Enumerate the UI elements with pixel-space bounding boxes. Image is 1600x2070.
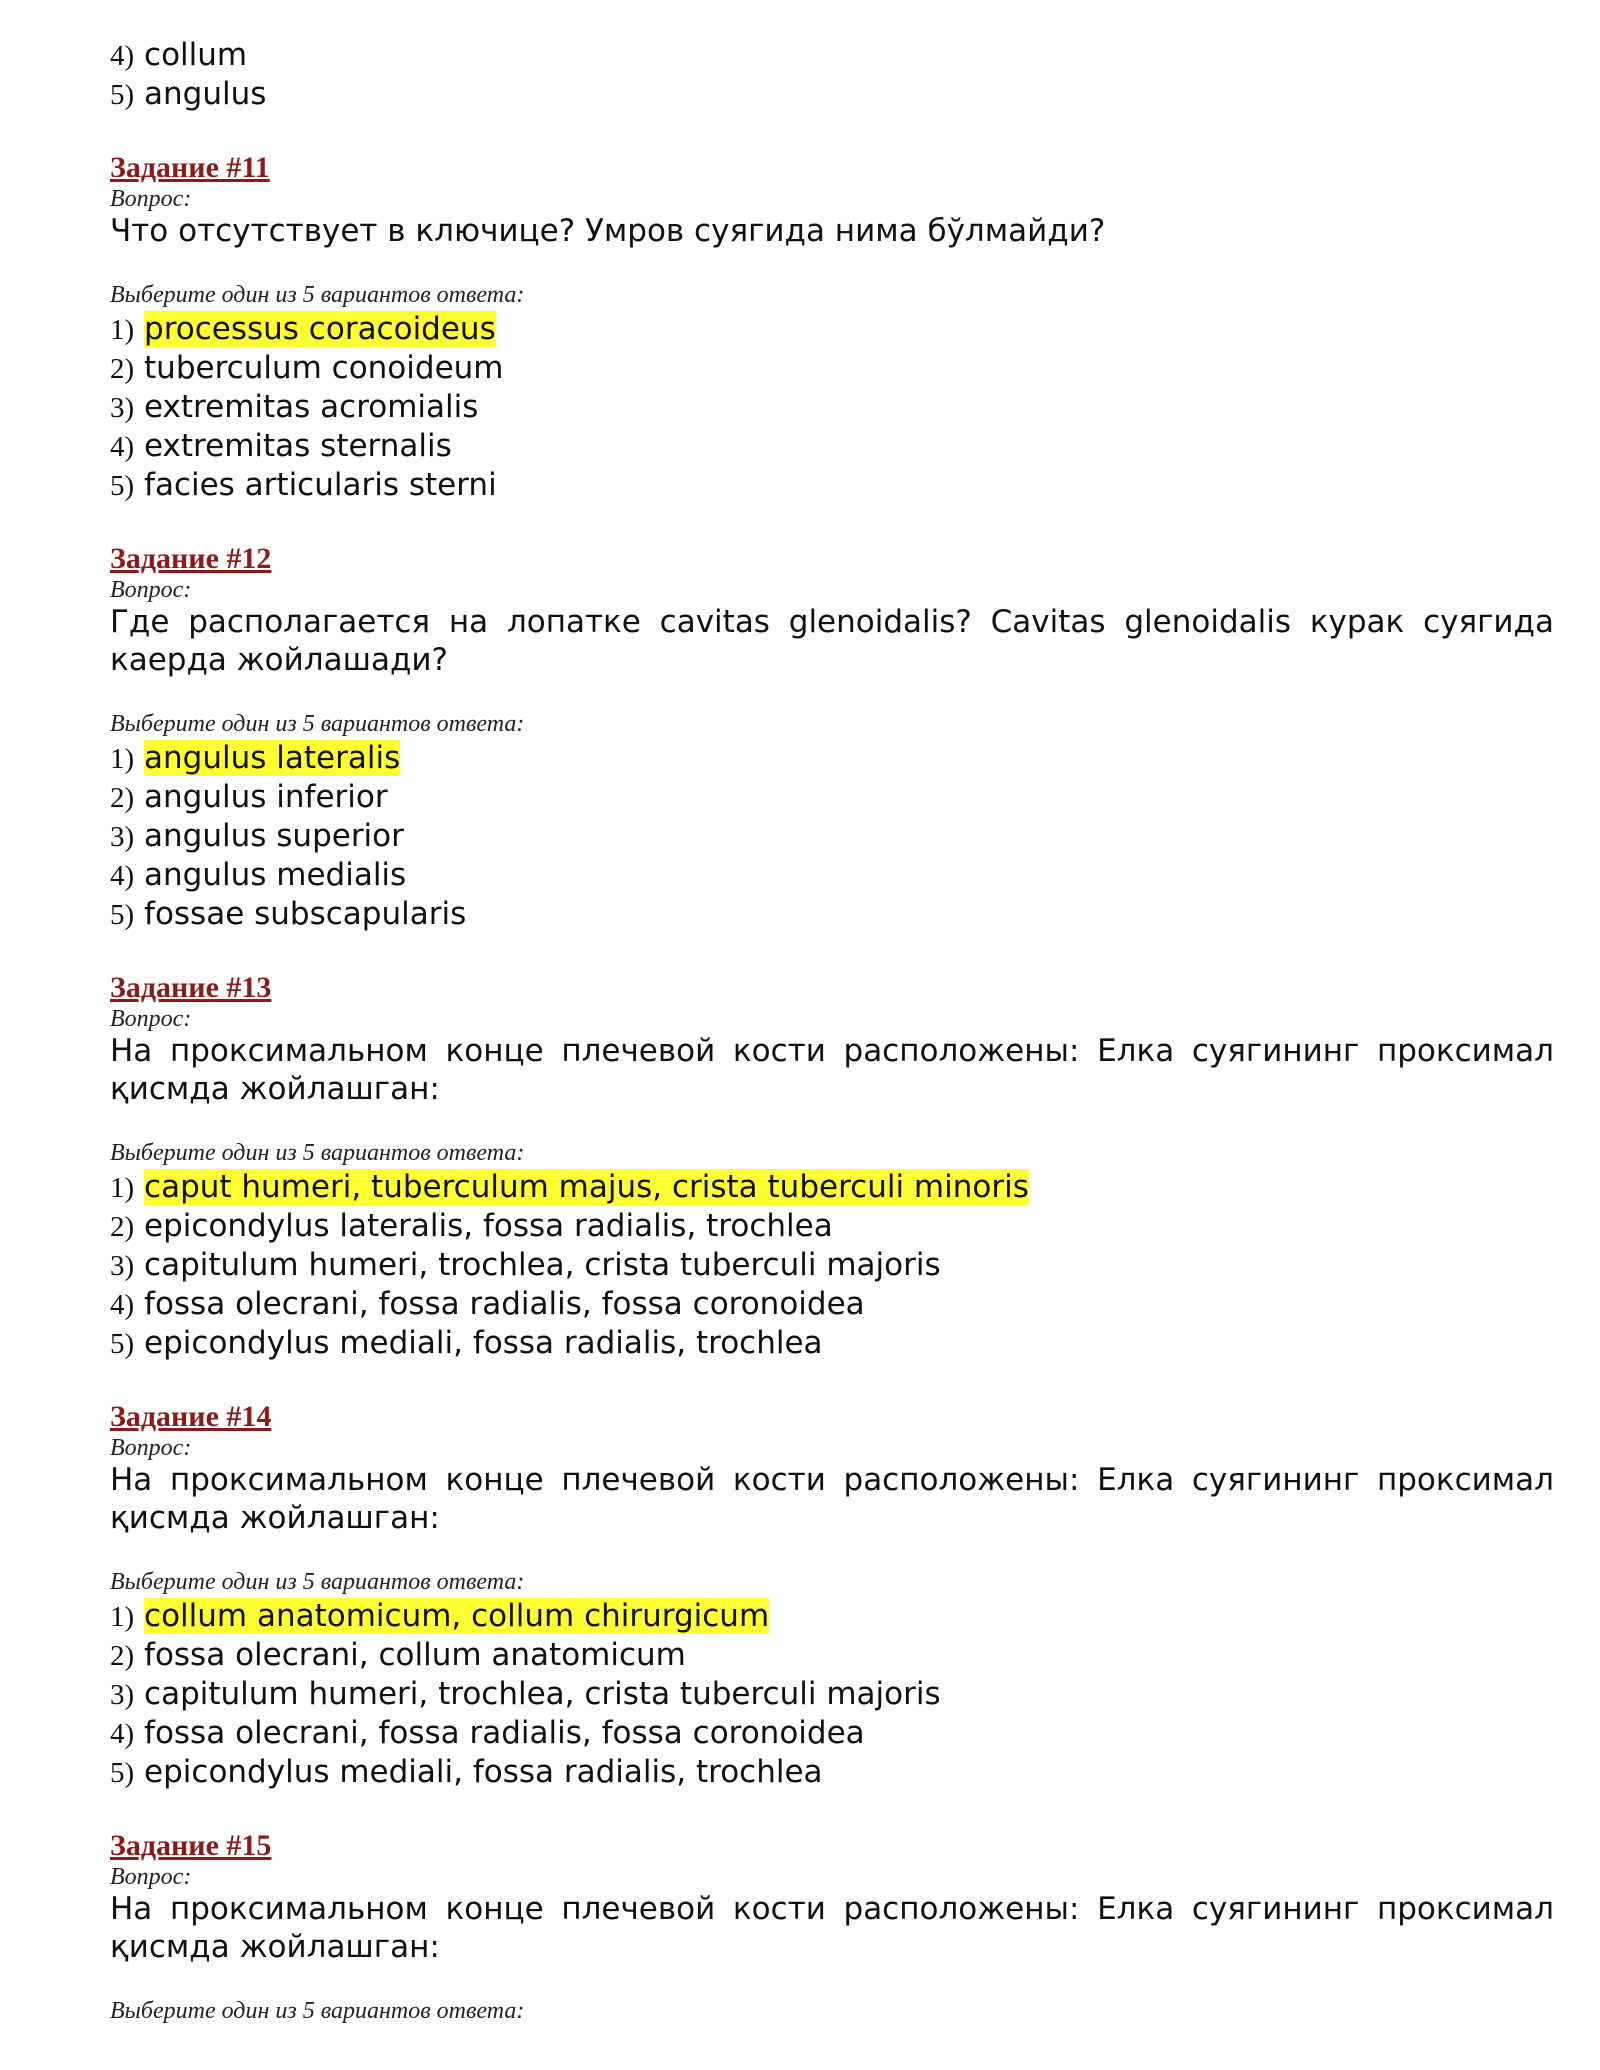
option-text: extremitas sternalis — [144, 428, 452, 464]
option-text: fossa olecrani, fossa radialis, fossa coronoidea — [144, 1715, 865, 1751]
option-text: capitulum humeri, trochlea, crista tuberculi majoris — [144, 1676, 941, 1712]
option-item-correct — [110, 1168, 1554, 1207]
question-text: На проксимальном конце плечевой кости расположены: Елка суягининг проксимал қисмда жойлашган: — [110, 1891, 1554, 1965]
option-item — [110, 895, 1554, 934]
option-text-highlighted: angulus lateralis — [144, 740, 401, 776]
question-label: Вопрос: — [110, 186, 192, 212]
question-label: Вопрос: — [110, 1435, 192, 1461]
option-text: angulus medialis — [144, 857, 407, 893]
option-number: 4) — [110, 860, 135, 892]
option-item-correct — [110, 310, 1554, 349]
task-title: Задание #11 — [110, 151, 270, 184]
option-number: 2) — [110, 353, 135, 385]
task-12 — [110, 541, 1554, 934]
option-text: fossa olecrani, collum anatomicum — [144, 1637, 686, 1673]
option-number: 3) — [110, 821, 135, 853]
task-title: Задание #12 — [110, 542, 272, 575]
option-text: angulus superior — [144, 818, 404, 854]
option-text: epicondylus mediali, fossa radialis, trochlea — [144, 1754, 823, 1790]
option-item — [110, 1285, 1554, 1324]
option-number: 1) — [110, 1601, 135, 1633]
option-number: 5) — [110, 1757, 135, 1789]
option-number: 1) — [110, 314, 135, 346]
option-item — [110, 466, 1554, 505]
option-item — [110, 778, 1554, 817]
option-text: capitulum humeri, trochlea, crista tuberculi majoris — [144, 1247, 941, 1283]
option-item — [110, 1675, 1554, 1714]
task-13 — [110, 970, 1554, 1363]
option-item-correct — [110, 1597, 1554, 1636]
choose-label: Выберите один из 5 вариантов ответа: — [110, 1569, 525, 1595]
option-number: 4) — [110, 431, 135, 463]
choose-label: Выберите один из 5 вариантов ответа: — [110, 1998, 525, 2024]
option-number: 4) — [110, 40, 135, 72]
option-item — [110, 349, 1554, 388]
document-page — [110, 36, 1554, 2026]
option-item — [110, 1246, 1554, 1285]
option-text: epicondylus mediali, fossa radialis, trochlea — [144, 1325, 823, 1361]
question-text: Где располагается на лопатке cavitas glenoidalis? Cavitas glenoidalis курак суягида каерда жойлашади? — [110, 604, 1554, 678]
question-label: Вопрос: — [110, 577, 192, 603]
question-label: Вопрос: — [110, 1864, 192, 1890]
task-11 — [110, 150, 1554, 505]
option-text: tuberculum conoideum — [144, 350, 504, 386]
option-item — [110, 427, 1554, 466]
option-number: 2) — [110, 782, 135, 814]
option-text: collum — [144, 37, 248, 73]
option-item — [110, 1324, 1554, 1363]
option-item — [110, 1714, 1554, 1753]
option-item — [110, 817, 1554, 856]
question-text: Что отсутствует в ключице? Умров суягида нима бўлмайди? — [110, 213, 1106, 249]
option-number: 2) — [110, 1640, 135, 1672]
option-number: 1) — [110, 743, 135, 775]
task-14 — [110, 1399, 1554, 1792]
question-label: Вопрос: — [110, 1006, 192, 1032]
option-text-highlighted: processus coracoideus — [144, 311, 496, 347]
option-number: 1) — [110, 1172, 135, 1204]
option-text: angulus — [144, 76, 267, 112]
option-number: 5) — [110, 899, 135, 931]
option-number: 5) — [110, 1328, 135, 1360]
choose-label: Выберите один из 5 вариантов ответа: — [110, 282, 525, 308]
option-item — [110, 388, 1554, 427]
option-text-highlighted: caput humeri, tuberculum majus, crista tuberculi minoris — [144, 1169, 1029, 1205]
option-text: epicondylus lateralis, fossa radialis, trochlea — [144, 1208, 833, 1244]
task-title: Задание #15 — [110, 1829, 272, 1862]
question-text: На проксимальном конце плечевой кости расположены: Елка суягининг проксимал қисмда жойлашган: — [110, 1033, 1554, 1107]
option-number: 3) — [110, 392, 135, 424]
option-text: angulus inferior — [144, 779, 388, 815]
option-item-correct — [110, 739, 1554, 778]
option-item — [110, 856, 1554, 895]
option-number: 5) — [110, 79, 135, 111]
option-number: 4) — [110, 1718, 135, 1750]
option-text: extremitas acromialis — [144, 389, 479, 425]
task-title: Задание #13 — [110, 971, 272, 1004]
option-item — [110, 1753, 1554, 1792]
option-number: 2) — [110, 1211, 135, 1243]
option-item — [110, 75, 1554, 114]
option-number: 5) — [110, 470, 135, 502]
option-item — [110, 1636, 1554, 1675]
option-text: facies articularis sterni — [144, 467, 497, 503]
task-15 — [110, 1828, 1554, 2026]
option-number: 3) — [110, 1250, 135, 1282]
task-title: Задание #14 — [110, 1400, 272, 1433]
option-number: 4) — [110, 1289, 135, 1321]
option-item — [110, 36, 1554, 75]
option-number: 3) — [110, 1679, 135, 1711]
option-item — [110, 1207, 1554, 1246]
choose-label: Выберите один из 5 вариантов ответа: — [110, 711, 525, 737]
option-text-highlighted: collum anatomicum, collum chirurgicum — [144, 1598, 770, 1634]
option-text: fossae subscapularis — [144, 896, 467, 932]
option-text: fossa olecrani, fossa radialis, fossa coronoidea — [144, 1286, 865, 1322]
option-list — [110, 36, 1554, 114]
question-text: На проксимальном конце плечевой кости расположены: Елка суягининг проксимал қисмда жойлашган: — [110, 1462, 1554, 1536]
choose-label: Выберите один из 5 вариантов ответа: — [110, 1140, 525, 1166]
